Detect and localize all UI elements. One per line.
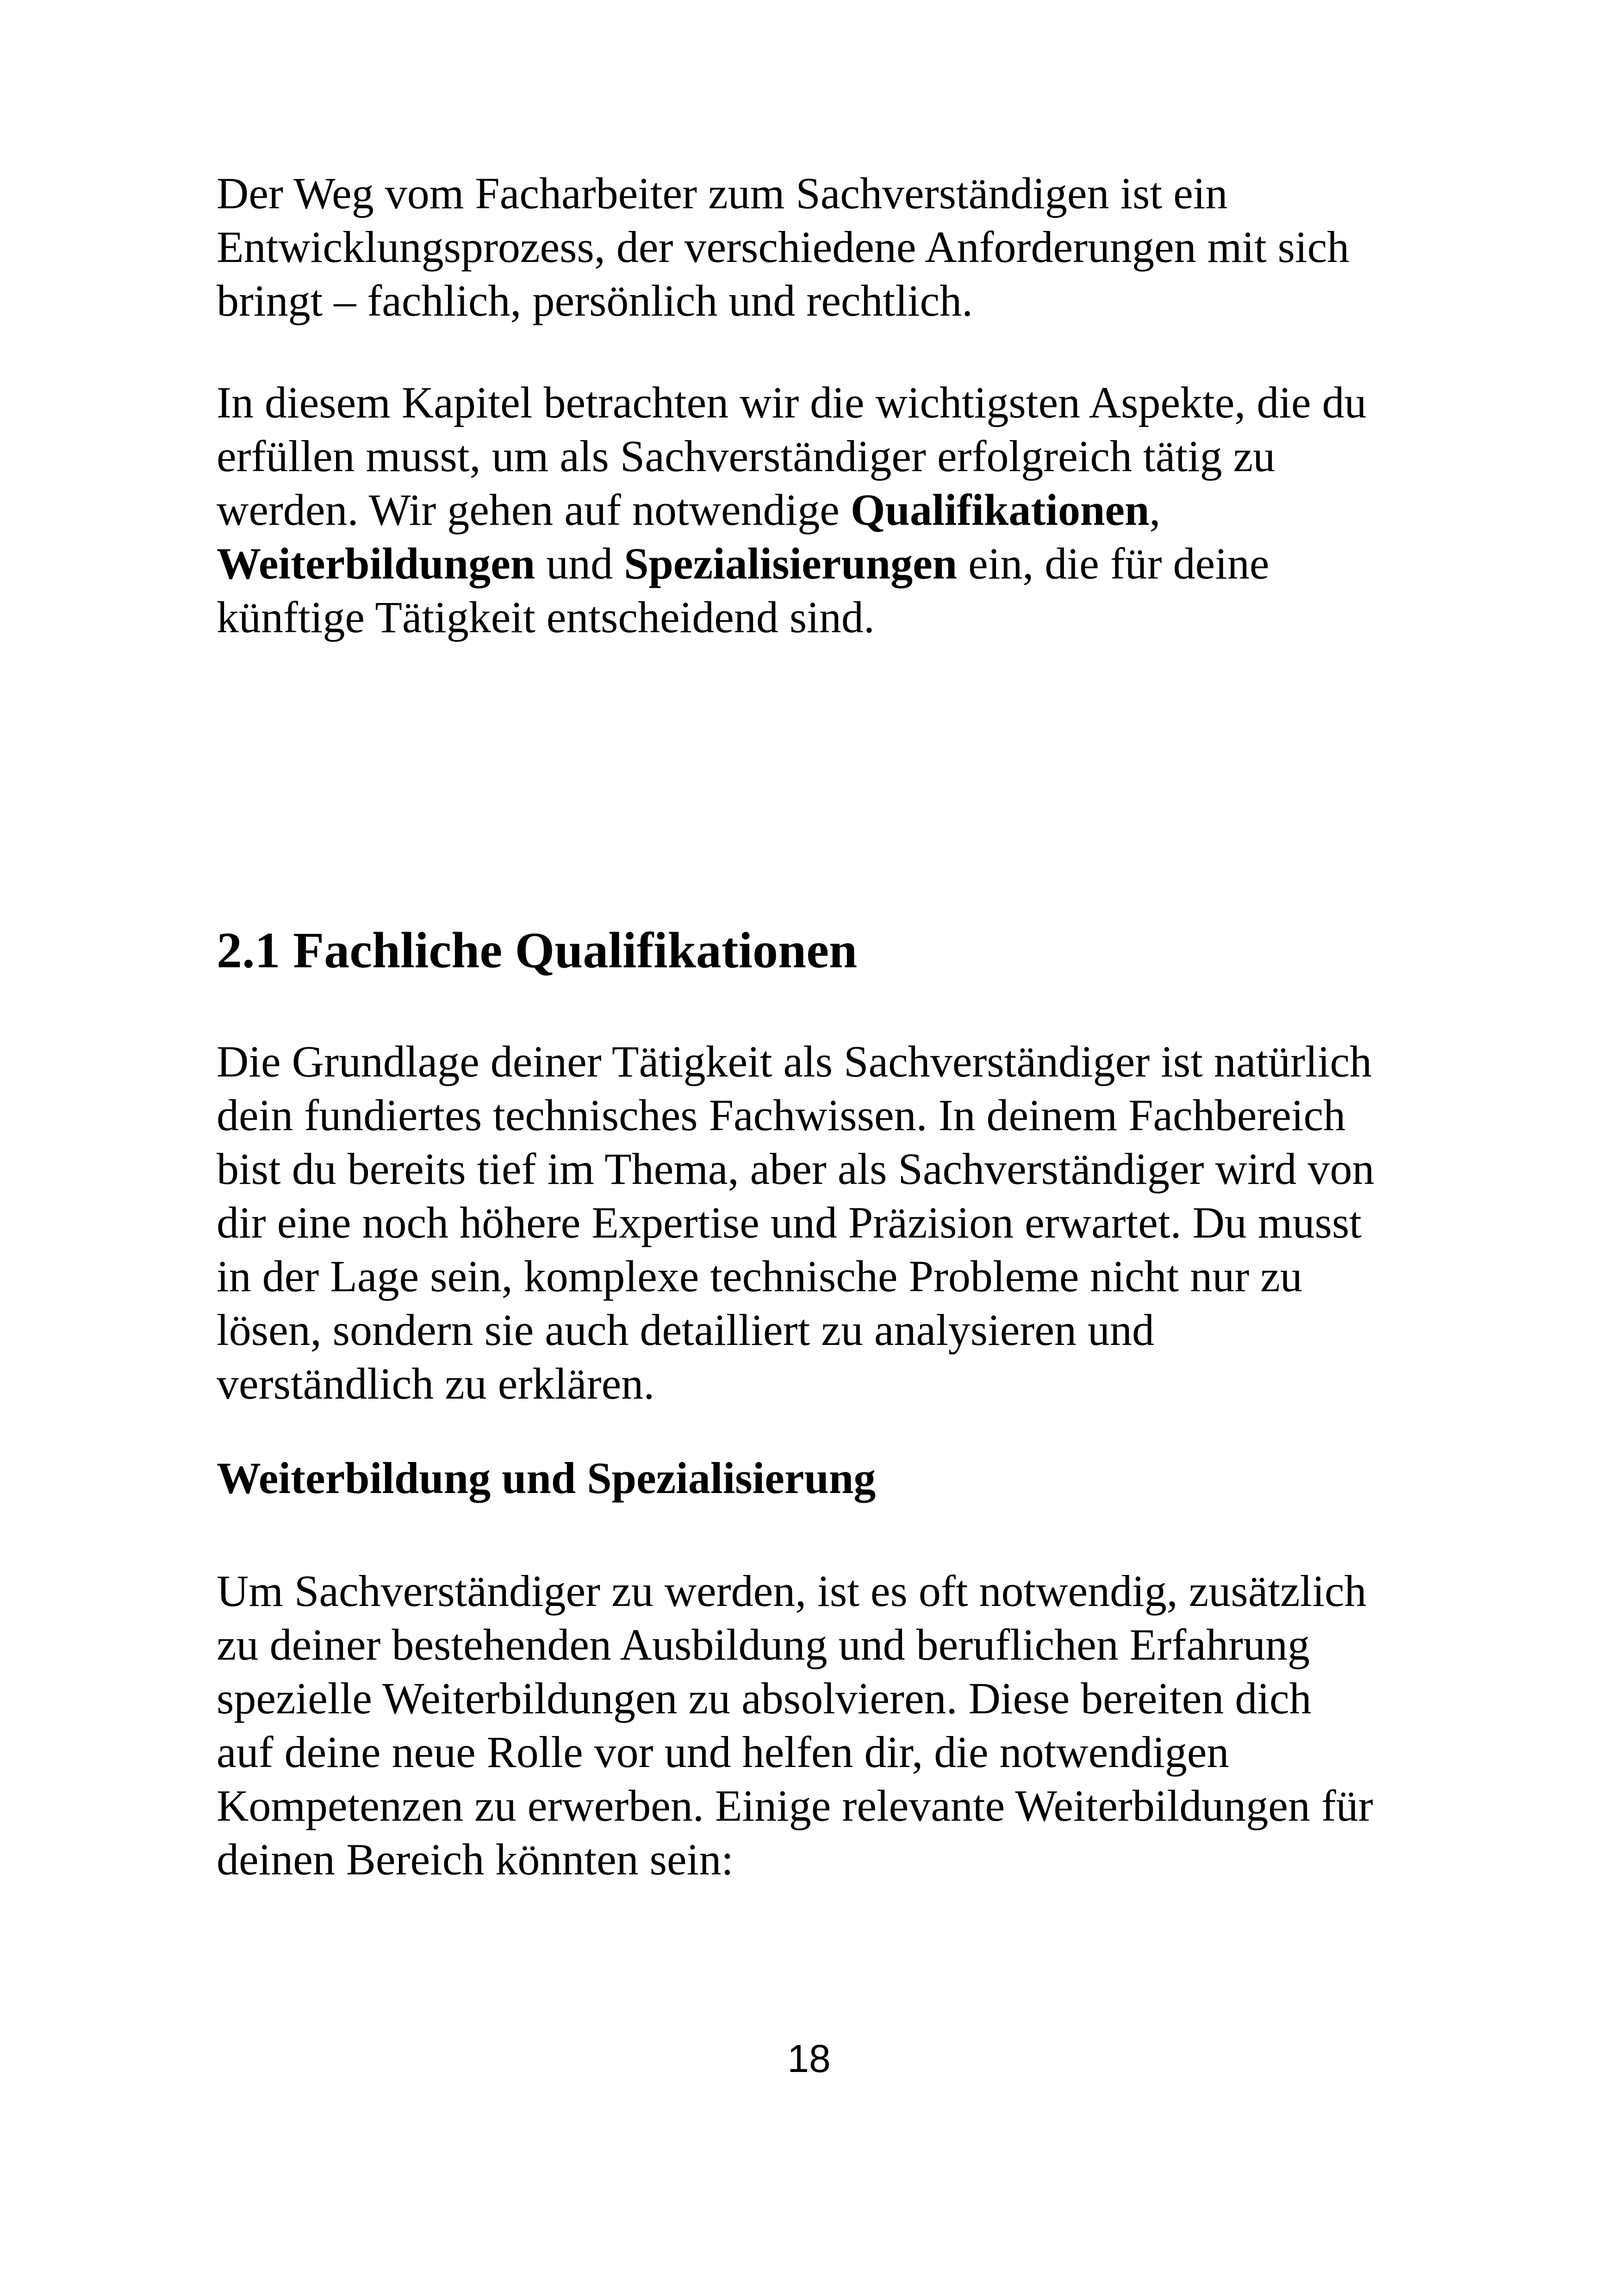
section-heading: 2.1 Fachliche Qualifikationen: [217, 922, 858, 978]
section-paragraph: [217, 1035, 1466, 1411]
bold-term-weiterbildungen: Weiterbildungen: [217, 539, 535, 588]
text-run: und: [535, 539, 624, 588]
text-line: in der Lage sein, komplexe technische Probleme nicht nur zu: [217, 1251, 1302, 1301]
text-line: dir eine noch höhere Expertise und Präzision erwartet. Du musst: [217, 1198, 1362, 1247]
text-run: ein, die für deine: [957, 539, 1270, 588]
bold-term-spezialisierungen: Spezialisierungen: [624, 539, 958, 588]
text-line: Entwicklungsprozess, der verschiedene Anforderungen mit sich: [217, 222, 1350, 272]
text-line: lösen, sondern sie auch detailliert zu analysieren und: [217, 1305, 1154, 1355]
page-number: 18: [787, 2037, 831, 2080]
text-line: bringt – fachlich, persönlich und rechtlich.: [217, 276, 973, 325]
text-line: dein fundiertes technisches Fachwissen. In deinem Fachbereich: [217, 1090, 1346, 1140]
bold-term-qualifikationen: Qualifikationen: [850, 485, 1150, 535]
subsection-heading: Weiterbildung und Spezialisierung: [217, 1453, 876, 1503]
intro-paragraph-2: [217, 376, 1466, 644]
text-line: künftige Tätigkeit entscheidend sind.: [217, 592, 875, 642]
text-line: auf deine neue Rolle vor und helfen dir, die notwendigen: [217, 1727, 1229, 1777]
text-line: spezielle Weiterbildungen zu absolvieren. Diese bereiten dich: [217, 1674, 1312, 1723]
text-line: erfüllen musst, um als Sachverständiger erfolgreich tätig zu: [217, 431, 1276, 481]
text-line: Um Sachverständiger zu werden, ist es oft notwendig, zusätzlich: [217, 1566, 1367, 1616]
text-line: [217, 537, 1466, 591]
text-line: verständlich zu erklären.: [217, 1359, 655, 1408]
text-line: [217, 483, 1466, 537]
text-run: ,: [1149, 485, 1161, 535]
text-line: Der Weg vom Facharbeiter zum Sachverständigen ist ein: [217, 168, 1228, 218]
text-line: Die Grundlage deiner Tätigkeit als Sachverständiger ist natürlich: [217, 1037, 1372, 1086]
text-line: deinen Bereich könnten sein:: [217, 1835, 734, 1884]
text-line: bist du bereits tief im Thema, aber als Sachverständiger wird von: [217, 1144, 1375, 1194]
intro-paragraph-1: [217, 167, 1466, 328]
subsection-paragraph: [217, 1564, 1466, 1886]
text-run: werden. Wir gehen auf notwendige: [217, 485, 851, 535]
text-line: In diesem Kapitel betrachten wir die wichtigsten Aspekte, die du: [217, 378, 1367, 427]
text-line: Kompetenzen zu erwerben. Einige relevante Weiterbildungen für: [217, 1781, 1373, 1830]
text-line: zu deiner bestehenden Ausbildung und beruflichen Erfahrung: [217, 1620, 1310, 1669]
